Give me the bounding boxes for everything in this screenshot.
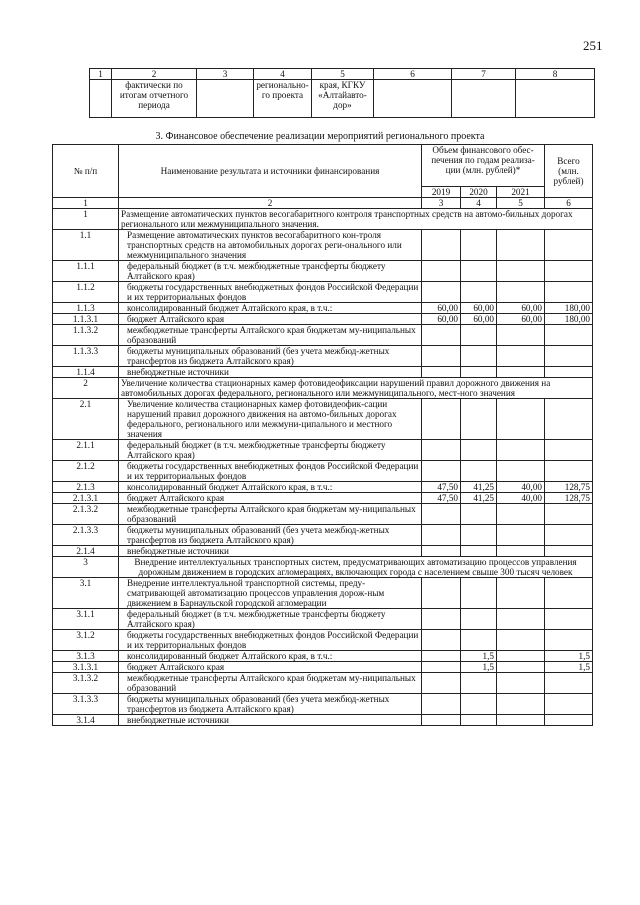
year-value — [422, 461, 461, 482]
row-name: бюджеты государственных внебюджетных фондов Российской Федерации и их территориальных фондов — [119, 461, 422, 482]
year-value — [422, 546, 461, 557]
table-section-row — [53, 557, 593, 578]
col-volume-header: Объем финансового обес-печения по годам реализа-ции (млн. рублей)* — [422, 145, 545, 187]
year-value — [497, 367, 545, 378]
row-name: внебюджетные источники — [119, 546, 422, 557]
table-row — [53, 303, 593, 314]
row-name: федеральный бюджет (в т.ч. межбюджетные трансферты бюджету Алтайского края) — [119, 609, 422, 630]
row-name: Увеличение количества стационарных камер фотовидеофиксации нарушений правил дорожного движения на автомобильных дорогах федерального, регионального или межмуниципального, мест-ного значения — [119, 378, 593, 399]
top-cell: регионально-го проекта — [254, 80, 312, 118]
year-value — [497, 230, 545, 261]
table-row — [53, 715, 593, 726]
top-cell — [516, 80, 595, 118]
total-value — [545, 399, 593, 440]
table-row — [53, 546, 593, 557]
year-value — [422, 662, 461, 673]
total-value — [545, 525, 593, 546]
total-value — [545, 367, 593, 378]
year-value: 41,25 — [461, 493, 497, 504]
top-cell — [197, 80, 254, 118]
total-value — [545, 325, 593, 346]
total-value: 1,5 — [545, 662, 593, 673]
year-value — [422, 504, 461, 525]
year-value — [461, 261, 497, 282]
year-value — [497, 399, 545, 440]
total-value — [545, 673, 593, 694]
year-value: 1,5 — [461, 651, 497, 662]
total-value: 180,00 — [545, 303, 593, 314]
row-name: бюджет Алтайского края — [119, 493, 422, 504]
row-number: 2.1.3.1 — [53, 493, 119, 504]
year-2021: 2021 — [497, 187, 545, 198]
year-value — [422, 399, 461, 440]
total-value — [545, 715, 593, 726]
year-value — [461, 440, 497, 461]
row-number: 2.1.1 — [53, 440, 119, 461]
row-name: консолидированный бюджет Алтайского края, в т.ч.: — [119, 482, 422, 493]
table-section-row — [53, 209, 593, 230]
year-value — [461, 578, 497, 609]
row-number: 1.1.2 — [53, 282, 119, 303]
table-row — [53, 314, 593, 325]
year-value — [422, 673, 461, 694]
year-value — [497, 651, 545, 662]
row-number: 3.1 — [53, 578, 119, 609]
row-name: внебюджетные источники — [119, 367, 422, 378]
year-value — [497, 673, 545, 694]
year-value — [461, 609, 497, 630]
total-value: 128,75 — [545, 493, 593, 504]
section-title: 3. Финансовое обеспечение реализации мероприятий регионального проекта — [155, 131, 485, 142]
row-name: федеральный бюджет (в т.ч. межбюджетные трансферты бюджету Алтайского края) — [119, 261, 422, 282]
row-name: Размещение автоматических пунктов весогабаритного кон-троля транспортных средств на автомобильных дорогах реги-онального или межмуниципального значения — [119, 230, 422, 261]
table-row — [53, 261, 593, 282]
year-value — [422, 651, 461, 662]
row-number: 3.1.3.2 — [53, 673, 119, 694]
top-header-cell: 1 — [90, 69, 112, 80]
top-continuation-table — [89, 68, 595, 118]
year-value — [461, 673, 497, 694]
year-value — [497, 440, 545, 461]
year-value — [422, 630, 461, 651]
col-num-header: № п/п — [53, 145, 119, 198]
total-value — [545, 261, 593, 282]
row-name: бюджеты муниципальных образований (без учета межбюд-жетных трансфертов из бюджета Алтайского края) — [119, 525, 422, 546]
row-number: 1.1.3.1 — [53, 314, 119, 325]
year-value — [461, 346, 497, 367]
fin-index-row — [53, 198, 593, 209]
fin-table-body — [53, 209, 593, 726]
year-value — [461, 630, 497, 651]
year-value: 60,00 — [461, 314, 497, 325]
row-number: 3 — [53, 557, 119, 578]
table-row — [53, 482, 593, 493]
col-total-header: Всего (млн. рублей) — [545, 145, 593, 198]
total-value — [545, 461, 593, 482]
index-cell: 2 — [119, 198, 422, 209]
year-value — [497, 461, 545, 482]
row-number: 3.1.3.1 — [53, 662, 119, 673]
year-value — [461, 399, 497, 440]
row-name: консолидированный бюджет Алтайского края, в т.ч.: — [119, 303, 422, 314]
year-value — [461, 325, 497, 346]
index-cell: 5 — [497, 198, 545, 209]
row-number: 1.1 — [53, 230, 119, 261]
top-header-cell: 4 — [254, 69, 312, 80]
row-name: консолидированный бюджет Алтайского края, в т.ч.: — [119, 651, 422, 662]
row-name: Внедрение интеллектуальной транспортной системы, преду-сматривающей автоматизацию процессов управления дорож-ным движением в Барнаульской городской агломерации — [119, 578, 422, 609]
page-number: 251 — [583, 38, 603, 53]
year-value: 60,00 — [497, 314, 545, 325]
row-number: 2.1.4 — [53, 546, 119, 557]
year-value — [422, 715, 461, 726]
row-number: 1 — [53, 209, 119, 230]
row-name: бюджеты муниципальных образований (без учета межбюд-жетных трансфертов из бюджета Алтайского края) — [119, 346, 422, 367]
top-header-cell: 5 — [312, 69, 374, 80]
year-value — [422, 325, 461, 346]
table-row — [53, 525, 593, 546]
total-value: 128,75 — [545, 482, 593, 493]
year-value: 60,00 — [461, 303, 497, 314]
row-number: 1.1.3 — [53, 303, 119, 314]
year-value — [422, 609, 461, 630]
top-cell — [90, 80, 112, 118]
row-name: федеральный бюджет (в т.ч. межбюджетные трансферты бюджету Алтайского края) — [119, 440, 422, 461]
row-name: бюджет Алтайского края — [119, 314, 422, 325]
total-value — [545, 694, 593, 715]
row-number: 1.1.3.3 — [53, 346, 119, 367]
year-value — [497, 504, 545, 525]
row-number: 3.1.4 — [53, 715, 119, 726]
year-value — [461, 715, 497, 726]
table-row — [53, 440, 593, 461]
row-name: Внедрение интеллектуальных транспортных систем, предусматривающих автоматизацию процессов управления дорожным движением в городских агломерациях, включающих города с населением свыше 300 тысяч человек — [119, 557, 593, 578]
total-value — [545, 609, 593, 630]
year-value — [497, 609, 545, 630]
table-row — [53, 493, 593, 504]
year-value — [461, 230, 497, 261]
year-value — [497, 325, 545, 346]
table-row — [53, 630, 593, 651]
row-name: бюджеты государственных внебюджетных фондов Российской Федерации и их территориальных фондов — [119, 282, 422, 303]
year-value — [497, 525, 545, 546]
row-number: 1.1.1 — [53, 261, 119, 282]
top-cell: края, КГКУ «Алтайавто-дор» — [312, 80, 374, 118]
year-value — [497, 630, 545, 651]
table-section-row — [53, 378, 593, 399]
year-value — [497, 662, 545, 673]
top-header-cell: 7 — [452, 69, 516, 80]
row-number: 2.1.3 — [53, 482, 119, 493]
year-value: 47,50 — [422, 482, 461, 493]
col-name-header: Наименование результата и источники финансирования — [119, 145, 422, 198]
table-row — [53, 662, 593, 673]
year-value — [497, 261, 545, 282]
fin-header-row — [53, 145, 593, 187]
row-name: межбюджетные трансферты Алтайского края бюджетам му-ниципальных образований — [119, 504, 422, 525]
row-number: 3.1.3.3 — [53, 694, 119, 715]
top-header-cell: 6 — [374, 69, 452, 80]
year-value — [461, 367, 497, 378]
financing-table — [52, 144, 593, 726]
table-row — [53, 651, 593, 662]
row-name: бюджеты муниципальных образований (без учета межбюд-жетных трансфертов из бюджета Алтайского края) — [119, 694, 422, 715]
table-row — [53, 282, 593, 303]
top-header-cell: 2 — [112, 69, 197, 80]
row-number: 3.1.2 — [53, 630, 119, 651]
top-header-cell: 3 — [197, 69, 254, 80]
year-value: 41,25 — [461, 482, 497, 493]
year-value: 60,00 — [422, 303, 461, 314]
table-row — [53, 367, 593, 378]
year-value — [497, 546, 545, 557]
total-value — [545, 346, 593, 367]
year-value — [422, 578, 461, 609]
year-value — [497, 346, 545, 367]
year-value — [422, 282, 461, 303]
table-row — [53, 578, 593, 609]
top-cell — [374, 80, 452, 118]
table-row — [53, 346, 593, 367]
row-number: 2.1.2 — [53, 461, 119, 482]
year-value — [461, 282, 497, 303]
row-number: 3.1.3 — [53, 651, 119, 662]
table-row — [53, 230, 593, 261]
total-value — [545, 440, 593, 461]
row-number: 1.1.3.2 — [53, 325, 119, 346]
top-header-cell: 8 — [516, 69, 595, 80]
year-value — [497, 694, 545, 715]
top-table-header-row — [90, 69, 595, 80]
year-value: 60,00 — [422, 314, 461, 325]
year-value: 60,00 — [497, 303, 545, 314]
total-value: 1,5 — [545, 651, 593, 662]
row-name: бюджет Алтайского края — [119, 662, 422, 673]
year-value: 40,00 — [497, 493, 545, 504]
year-value — [422, 525, 461, 546]
row-name: межбюджетные трансферты Алтайского края бюджетам му-ниципальных образований — [119, 673, 422, 694]
row-name: Увеличение количества стационарных камер фотовидеофик-сации нарушений правил дорожного движения на автомо-бильных дорогах федерального, регионального или межмуни-ципального и местного значения — [119, 399, 422, 440]
total-value — [545, 230, 593, 261]
table-row — [53, 694, 593, 715]
total-value: 180,00 — [545, 314, 593, 325]
row-number: 1.1.4 — [53, 367, 119, 378]
table-row — [53, 504, 593, 525]
row-number: 2.1.3.3 — [53, 525, 119, 546]
row-number: 2.1.3.2 — [53, 504, 119, 525]
index-cell: 4 — [461, 198, 497, 209]
year-value — [422, 261, 461, 282]
year-value: 1,5 — [461, 662, 497, 673]
table-row — [53, 325, 593, 346]
year-value — [422, 346, 461, 367]
table-row — [53, 609, 593, 630]
top-table-row — [90, 80, 595, 118]
year-value — [461, 546, 497, 557]
row-name: бюджеты государственных внебюджетных фондов Российской Федерации и их территориальных фондов — [119, 630, 422, 651]
year-value — [422, 367, 461, 378]
total-value — [545, 546, 593, 557]
row-number: 2.1 — [53, 399, 119, 440]
year-2019: 2019 — [422, 187, 461, 198]
table-row — [53, 673, 593, 694]
table-row — [53, 461, 593, 482]
year-value — [422, 440, 461, 461]
row-name: Размещение автоматических пунктов весогабаритного контроля транспортных средств на автомо-бильных дорогах регионального или межмуниципального значения. — [119, 209, 593, 230]
top-cell: фактически по итогам отчетного периода — [112, 80, 197, 118]
year-value: 47,50 — [422, 493, 461, 504]
year-value: 40,00 — [497, 482, 545, 493]
year-2020: 2020 — [461, 187, 497, 198]
total-value — [545, 282, 593, 303]
index-cell: 3 — [422, 198, 461, 209]
year-value — [461, 525, 497, 546]
year-value — [461, 694, 497, 715]
row-name: внебюджетные источники — [119, 715, 422, 726]
row-number: 3.1.1 — [53, 609, 119, 630]
year-value — [497, 715, 545, 726]
index-cell: 6 — [545, 198, 593, 209]
year-value — [497, 578, 545, 609]
total-value — [545, 630, 593, 651]
total-value — [545, 504, 593, 525]
total-value — [545, 578, 593, 609]
row-name: межбюджетные трансферты Алтайского края бюджетам му-ниципальных образований — [119, 325, 422, 346]
year-value — [422, 694, 461, 715]
year-value — [497, 282, 545, 303]
year-value — [461, 461, 497, 482]
row-number: 2 — [53, 378, 119, 399]
top-cell — [452, 80, 516, 118]
table-row — [53, 399, 593, 440]
year-value — [461, 504, 497, 525]
index-cell: 1 — [53, 198, 119, 209]
year-value — [422, 230, 461, 261]
